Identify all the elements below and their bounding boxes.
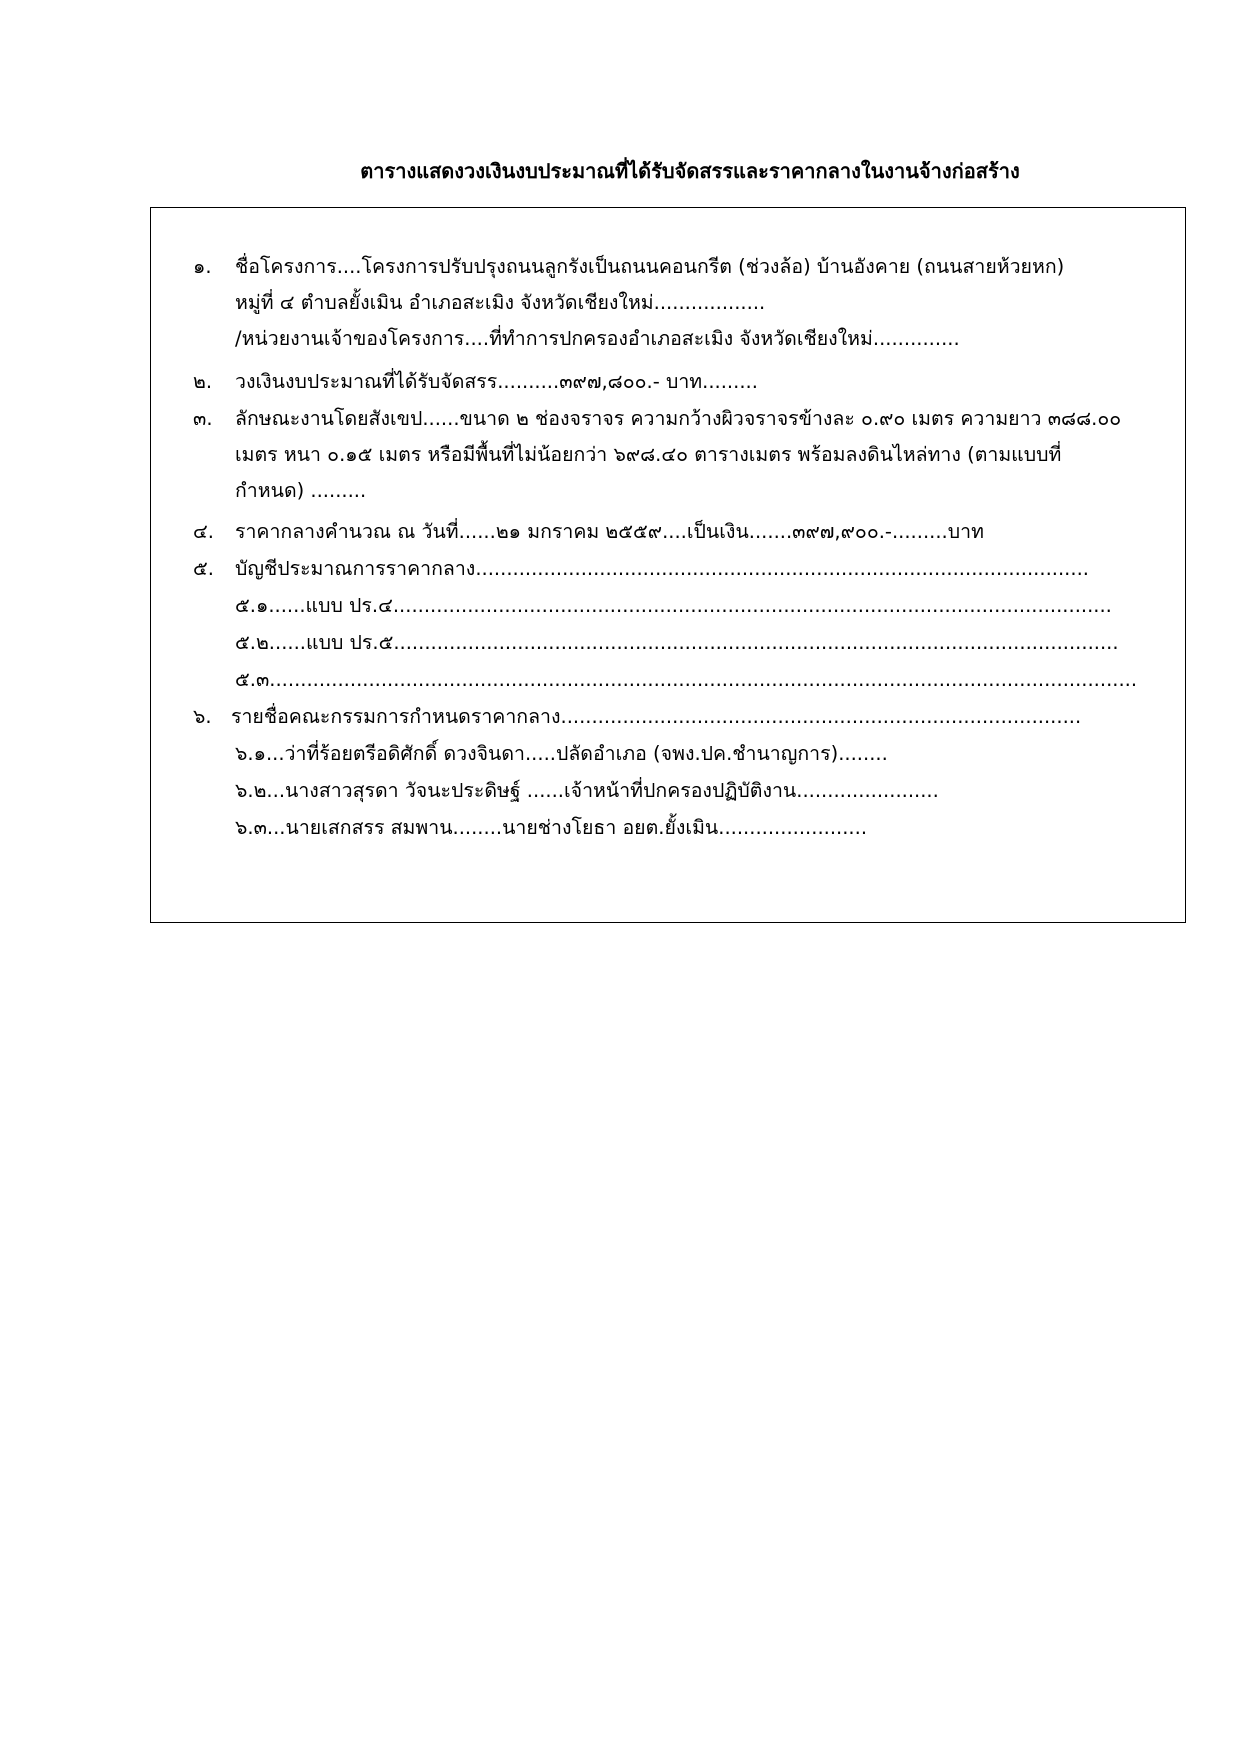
- committee-member: ๖.๒...นางสาวสุรดา วัจนะประดิษฐ์ ......เจ้าหน้าที่ปกครองปฏิบัติงาน.......................: [235, 779, 939, 802]
- committee-member: ๖.๓...นายเสกสรร สมพาน........นายช่างโยธา อยต.ยั้งเมิน........................: [235, 816, 868, 839]
- item-line: กำหนด) .........: [235, 479, 367, 502]
- item-line: รายชื่อคณะกรรมการกำหนดราคากลาง....................................................................................: [231, 705, 1082, 728]
- item-line: ราคากลางคำนวณ ณ วันที่......๒๑ มกราคม ๒๕๕๙....เป็นเงิน.......๓๙๗,๙๐๐.-.........บาท: [235, 520, 984, 543]
- item-line: ชื่อโครงการ....โครงการปรับปรุงถนนลูกรังเป็นถนนคอนกรีต (ช่วงล้อ) บ้านอังคาย (ถนนสายห้วยหก): [235, 255, 1065, 278]
- committee-member: ๖.๑...ว่าที่ร้อยตรีอดิศักดิ์ ดวงจินดา.....ปลัดอำเภอ (จพง.ปค.ชำนาญการ)........: [235, 742, 888, 765]
- item-number: ๓.: [193, 407, 213, 430]
- item-line: /หน่วยงานเจ้าของโครงการ....ที่ทำการปกครองอำเภอสะเมิง จังหวัดเชียงใหม่..............: [235, 327, 960, 350]
- item-line: ลักษณะงานโดยสังเขป......ขนาด ๒ ช่องจราจร ความกว้างผิวจราจรข้างละ ๐.๙๐ เมตร ความยาว ๓๘๘.๐๐: [235, 407, 1122, 430]
- item-line: บัญชีประมาณการราคากลาง...................................................................................................: [235, 557, 1089, 580]
- sub-item-line: ๕.๑......แบบ ปร.๔....................................................................................................................: [235, 594, 1112, 617]
- item-number: ๒.: [193, 370, 213, 393]
- item-number: ๖.: [193, 705, 212, 728]
- item-number: ๔.: [193, 520, 214, 543]
- item-number: ๑.: [193, 255, 212, 278]
- item-line: วงเงินงบประมาณที่ได้รับจัดสรร..........๓๙๗,๘๐๐.- บาท.........: [235, 370, 758, 393]
- item-number: ๕.: [193, 557, 214, 580]
- sub-item-line: ๕.๒......แบบ ปร.๕.....................................................................................................................: [235, 631, 1119, 654]
- sub-item-line: ๕.๓............................................................................................................................................: [235, 668, 1138, 691]
- page-title: ตารางแสดงวงเงินงบประมาณที่ได้รับจัดสรรและราคากลางในงานจ้างก่อสร้าง: [360, 159, 1020, 183]
- item-line: หมู่ที่ ๔ ตำบลยั้งเมิน อำเภอสะเมิง จังหวัดเชียงใหม่..................: [235, 291, 766, 314]
- item-line: เมตร หนา ๐.๑๕ เมตร หรือมีพื้นที่ไม่น้อยกว่า ๖๙๘.๔๐ ตารางเมตร พร้อมลงดินไหล่ทาง (ตามแบบที่: [235, 443, 1062, 466]
